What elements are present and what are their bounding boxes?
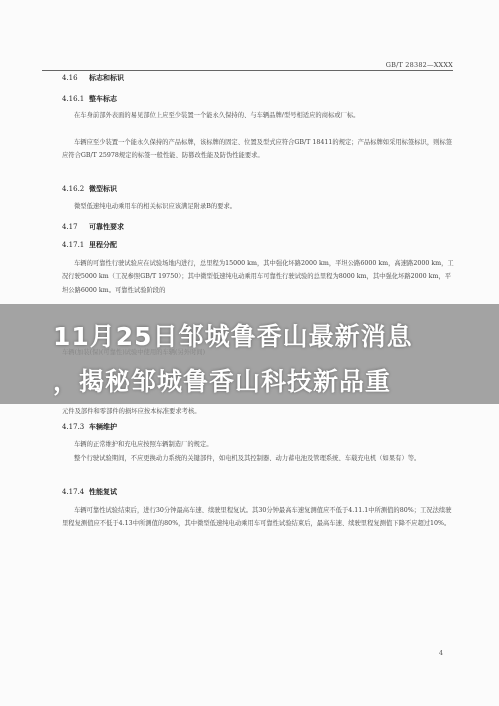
page-number: 4 xyxy=(438,649,443,657)
paragraph-mileage: 车辆的可靠性行驶试验应在试验场地内进行，总里程为15000 km，其中强化坏路2000 km，平坦公路6000 km，高速路2000 km，工况行驶5000 km（工况参照GB/T 19750）；其中微型低速纯电动乘用车可靠性行驶试验的总里程为8000 km，其中强化坏路2000 km，平坦公路6000 km。可靠性试验阶段的 xyxy=(62,260,454,294)
paragraph-maintenance: 车辆的正常维护和充电应按照车辆制造厂的规定。 xyxy=(74,441,213,448)
section-4-16-1: 4.16.1 整车标志 xyxy=(62,94,117,103)
section-4-16: 4.16 标志和标识 xyxy=(62,73,124,82)
overlay-underlying-line: 车辆(加装(保)(可靠性)试验中使用的车辆(另外时间) xyxy=(62,349,206,356)
paragraph-key-parts: 整个行驶试验期间，不应更换动力系统的关键部件，如电机及其控制器、动力蓄电池及管理系统、车载充电机（如果有）等。 xyxy=(74,455,421,462)
section-4-16-2: 4.16.2 微型标识 xyxy=(62,184,117,193)
section-4-17-1: 4.17.1 里程分配 xyxy=(62,240,117,249)
paragraph-vehicle-logo: 在车身前部外表面的易见部位上应至少装置一个能永久保持的、与车辆品牌/型号相适应的商标或厂标。 xyxy=(74,112,360,119)
header-rule xyxy=(42,70,453,71)
headline-line-2: ，揭秘邹城鲁香山科技新品重 xyxy=(53,367,392,396)
paragraph-micro-label: 微型低速纯电动乘用车的相关标识应该满足附录B的要求。 xyxy=(74,203,237,210)
paragraph-retest: 车辆可靠性试验结束后，进行30分钟最高车速、续驶里程复试。其30分钟最高车速复测值应不低于4.11.1中所测值的80%；工况法续驶里程复测值应不低于4.13中所测值的80%，其中微型低速纯电动乘用车可靠性试验结束后，最高车速、续驶里程复测值下降不应超过10%。 xyxy=(62,507,452,528)
section-4-17-3: 4.17.3 车辆维护 xyxy=(62,422,117,431)
section-4-17: 4.17 可靠性要求 xyxy=(62,222,124,231)
headline-line-1: 11月25日邹城鲁香山最新消息 xyxy=(53,322,413,351)
paragraph-product-plate: 车辆应至少装置一个能永久保持的产品标牌，该标牌的固定、位置及型式应符合GB/T 18411的规定；产品标牌如采用标签标识，则标签应符合GB/T 25978规定的标签一般性能、防篡改性能及防伪性能要求。 xyxy=(62,139,453,160)
section-4-17-4: 4.17.4 性能复试 xyxy=(62,487,117,496)
standard-number: GB/T 28382—XXXX xyxy=(385,61,453,69)
partial-line: 元件及部件和零部件的损坏应按本标准要求考核。 xyxy=(62,408,201,415)
